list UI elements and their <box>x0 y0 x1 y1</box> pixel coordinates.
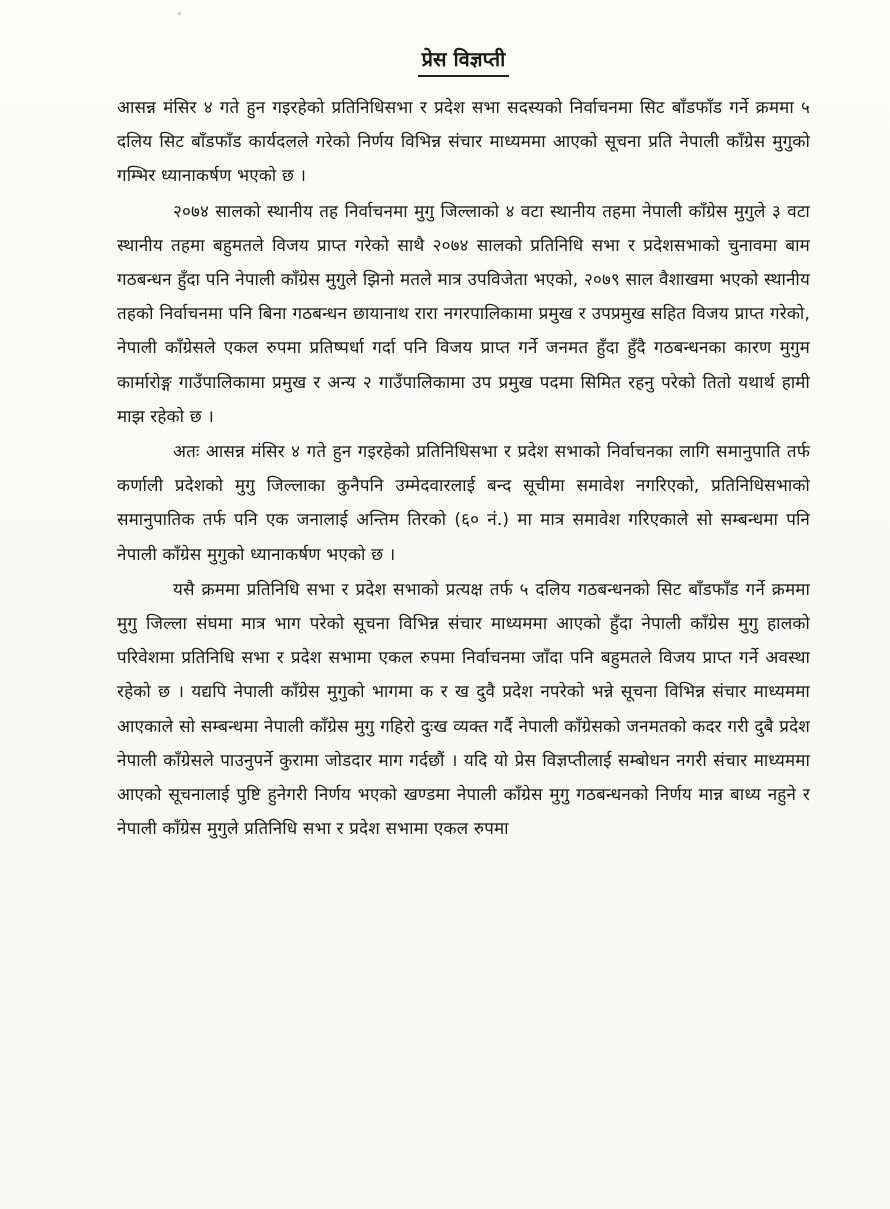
paragraph-2: २०७४ सालको स्थानीय तह निर्वाचनमा मुगु जिल्लाको ४ वटा स्थानीय तहमा नेपाली काँग्रेस मुगुले ३ वटा स्थानीय तहमा बहुमतले विजय प्राप्त गरेको साथै २०७४ सालको प्रतिनिधि सभा र प्रदेशसभाको चुनावमा बाम गठबन्धन हुँदा पनि नेपाली काँग्रेस मुगुले झिनो मतले मात्र उपविजेता भएको, २०७९ साल वैशाखमा भएको स्थानीय तहको निर्वाचनमा पनि बिना गठबन्धन छायानाथ रारा नगरपालिकामा प्रमुख र उपप्रमुख सहित विजय प्राप्त गरेको, नेपाली काँग्रेसले एकल रुपमा प्रतिष्पर्धा गर्दा पनि विजय प्राप्त गर्ने जनमत हुँदा हुँदै गठबन्धनका कारण मुगुम कार्मारोङ्ग गाउँपालिकामा प्रमुख र अन्य २ गाउँपालिकामा उप प्रमुख पदमा सिमित रहनु परेको तितो यथार्थ हामी माझ रहेको छ । <box>117 201 810 427</box>
paragraph-4: यसै क्रममा प्रतिनिधि सभा र प्रदेश सभाको प्रत्यक्ष तर्फ ५ दलिय गठबन्धनको सिट बाँडफाँड गर्ने क्रममा मुगु जिल्ला संघमा मात्र भाग परेको सूचना विभिन्न संचार माध्यममा आएको हुँदा नेपाली काँग्रेस मुगु हालको परिवेशमा प्रतिनिधि सभा र प्रदेश सभामा एकल रुपमा निर्वाचनमा जाँदा पनि बहुमतले विजय प्राप्त गर्ने अवस्था रहेको छ । यद्यपि नेपाली काँग्रेस मुगुको भागमा क र ख दुवै प्रदेश नपरेको भन्ने सूचना विभिन्न संचार माध्यममा आएकाले सो सम्बन्धमा नेपाली काँग्रेस मुगु गहिरो दुःख व्यक्त गर्दै नेपाली काँग्रेसको जनमतको कदर गरी दुबै प्रदेश नेपाली काँग्रेसले पाउनुपर्ने कुरामा जोडदार माग गर्दछौं । यदि यो प्रेस विज्ञप्तीलाई सम्बोधन नगरी संचार माध्यममा आएको सूचनालाई पुष्टि हुनेगरी निर्णय भएको खण्डमा नेपाली काँग्रेस मुगु गठबन्धनको निर्णय मान्न बाध्य नहुने र नेपाली काँग्रेस मुगुले प्रतिनिधि सभा र प्रदेश सभामा एकल रुपमा <box>117 579 810 840</box>
paragraph-1: आसन्न मंसिर ४ गते हुन गइरहेको प्रतिनिधिसभा र प्रदेश सभा सदस्यको निर्वाचनमा सिट बाँडफाँड गर्ने क्रममा ५ दलिय सिट बाँडफाँड कार्यदलले गरेको निर्णय विभिन्न संचार माध्यममा आएको सूचना प्रति नेपाली काँग्रेस मुगुको गम्भिर ध्यानाकर्षण भएको छ । <box>117 98 810 187</box>
page-title-text: प्रेस विज्ञप्ती <box>418 44 510 77</box>
page-title <box>117 44 810 77</box>
paper-speck <box>178 12 181 15</box>
paragraph-3: अतः आसन्न मंसिर ४ गते हुन गइरहेको प्रतिनिधिसभा र प्रदेश सभाको निर्वाचनका लागि समानुपाति तर्फ कर्णाली प्रदेशको मुगु जिल्लाका कुनैपनि उम्मेदवारलाई बन्द सूचीमा समावेश नगरिएको, प्रतिनिधिसभाको समानुपातिक तर्फ पनि एक जनालाई अन्तिम तिरको (६० नं.) मा मात्र समावेश गरिएकाले सो सम्बन्धमा पनि नेपाली काँग्रेस मुगुको ध्यानाकर्षण भएको छ । <box>117 442 810 565</box>
